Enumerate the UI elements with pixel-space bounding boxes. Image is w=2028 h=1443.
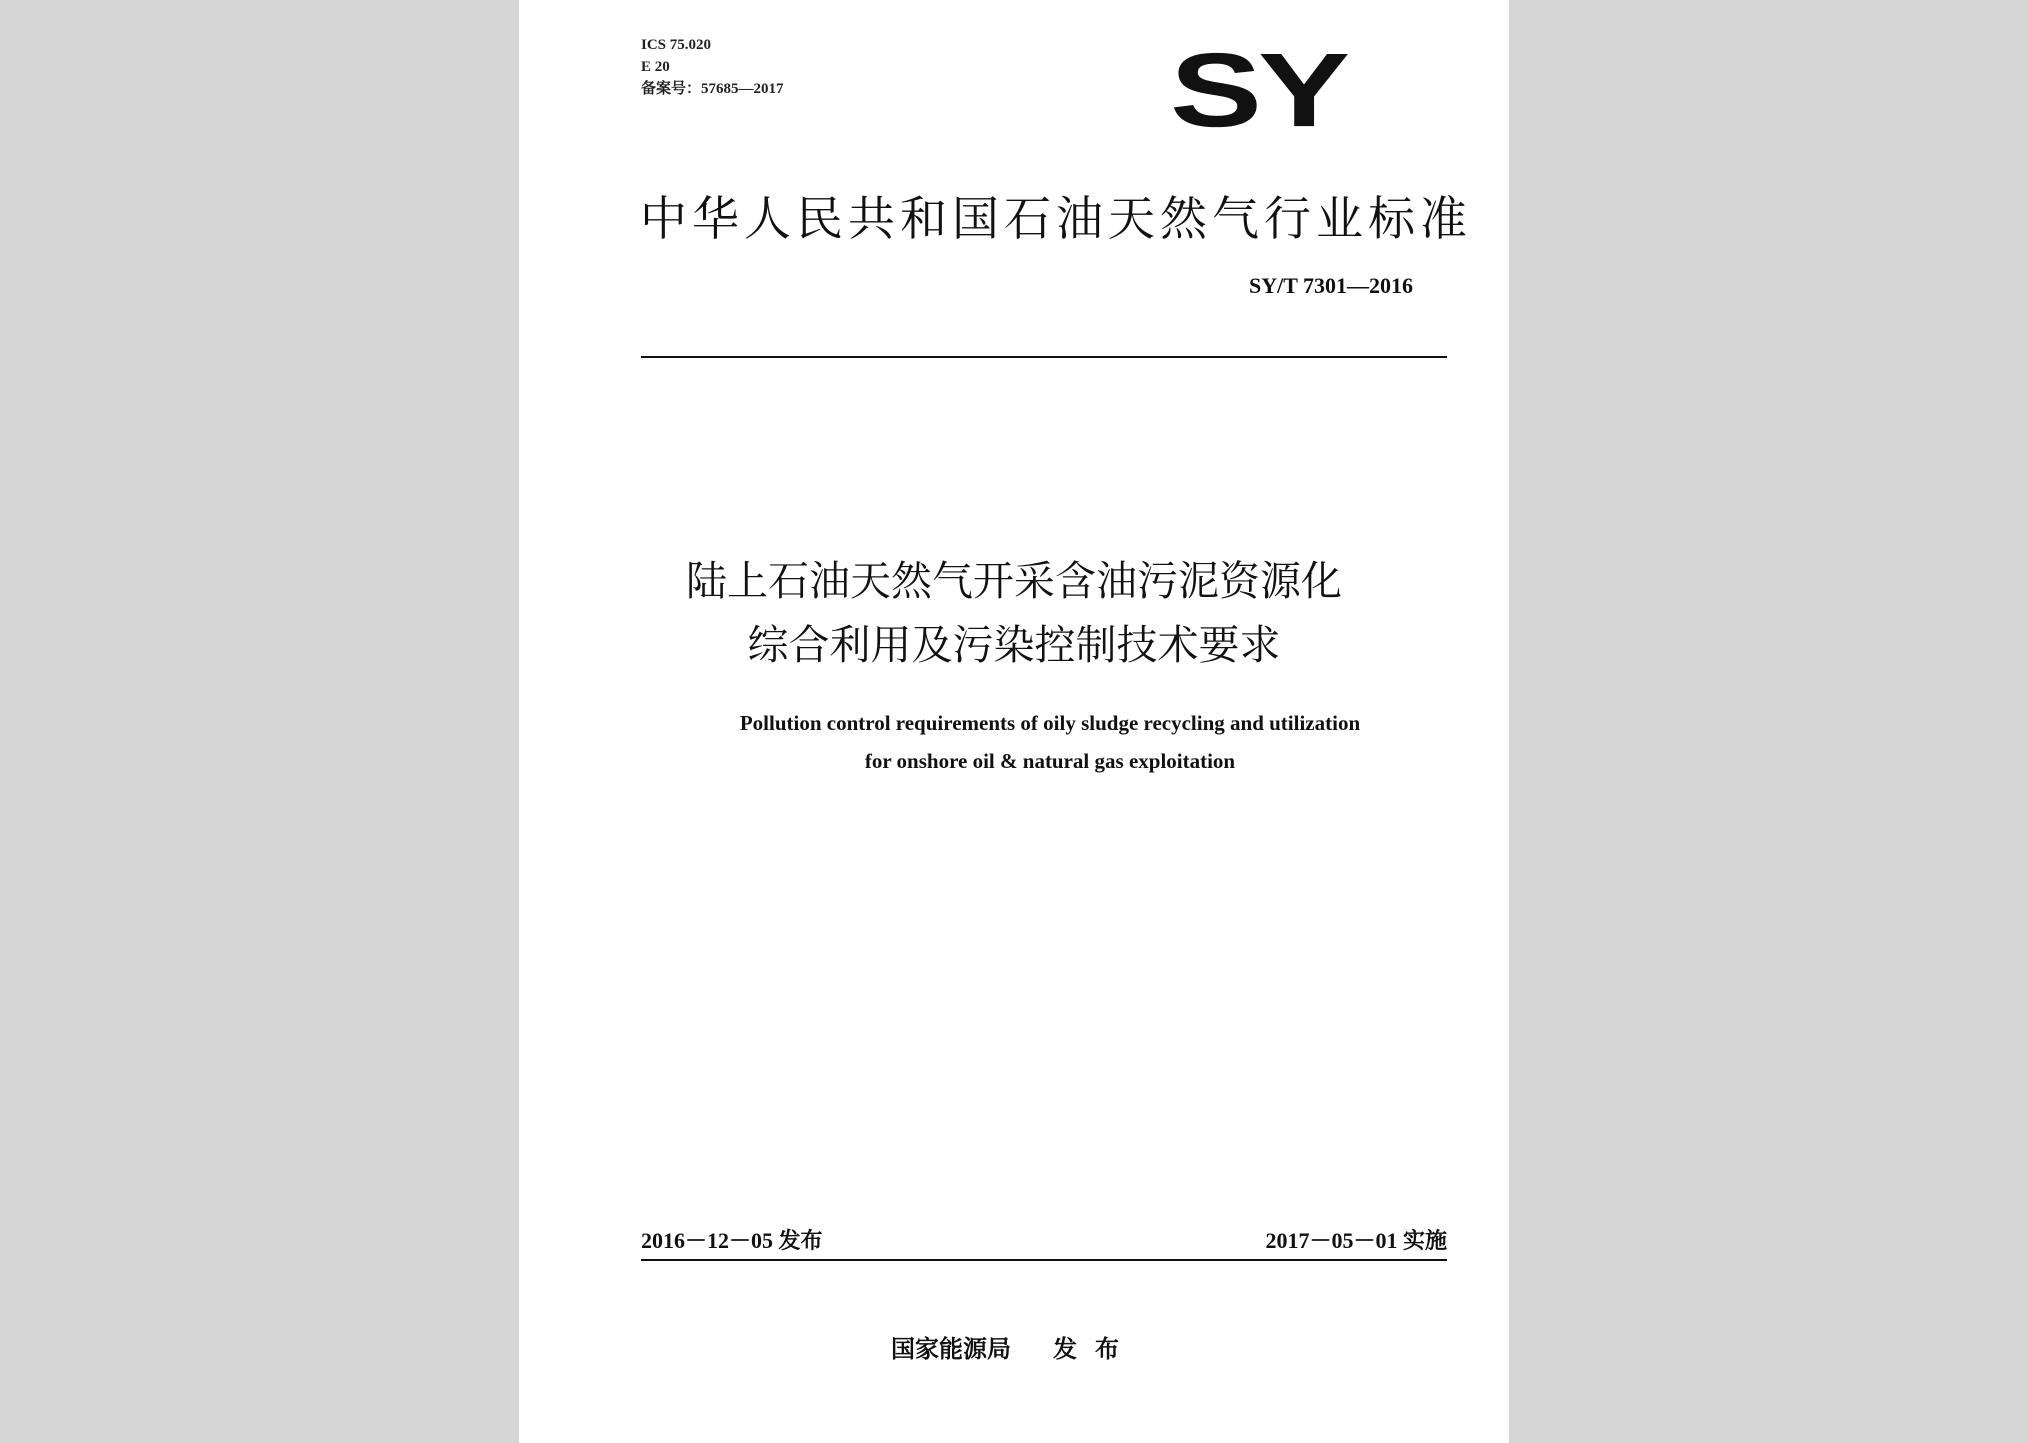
top-divider — [641, 356, 1447, 358]
english-title — [519, 704, 1581, 780]
issue-action: 发布 — [1053, 1335, 1137, 1363]
english-title-line-1: Pollution control requirements of oily sludge recycling and utilization — [739, 711, 1361, 735]
chinese-title-line-1: 陆上石油天然气开采含油污泥资源化 — [686, 557, 1342, 605]
issue-date: 2016－12－05 发布 — [641, 1228, 823, 1253]
chinese-title — [519, 549, 1509, 677]
implementation-date: 2017－05－01 实施 — [1265, 1228, 1447, 1253]
industry-standard-title: 中华人民共和国石油天然气行业标准 — [640, 192, 1472, 247]
chinese-title-line-2: 综合利用及污染控制技术要求 — [747, 621, 1281, 669]
english-title-line-2: for onshore oil & natural gas exploitation — [864, 749, 1236, 773]
issuer-line — [519, 1329, 1509, 1364]
document-page — [519, 0, 1509, 1443]
classification-block — [641, 34, 784, 100]
ics-code: ICS 75.020 — [641, 37, 712, 53]
record-number: 备案号：57685—2017 — [641, 81, 784, 97]
sy-logo: SY — [1170, 31, 1347, 149]
standard-number: SY/T 7301—2016 — [1248, 273, 1413, 298]
bottom-divider — [641, 1259, 1447, 1261]
issuing-authority: 国家能源局 — [891, 1335, 1011, 1363]
ccs-code: E 20 — [641, 59, 670, 75]
